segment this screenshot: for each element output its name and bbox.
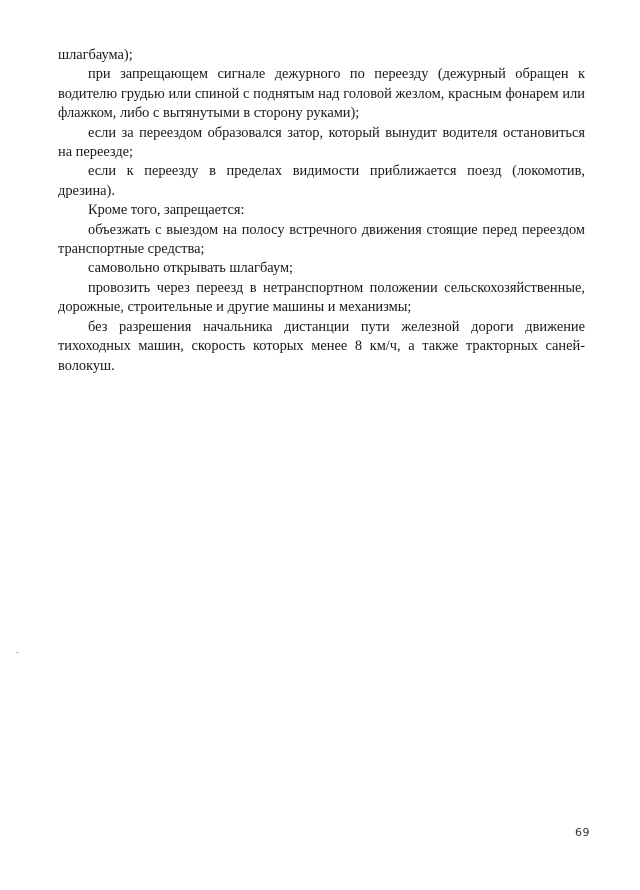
paragraph-prohibited-heading: Кроме того, запрещается: (88, 202, 245, 219)
paragraph-machinery: провозить через переезд в нетранспортном положении сельскохозяйственные, дорожные, строительные и другие машины и механизмы; (58, 279, 585, 316)
scan-speck (16, 652, 19, 653)
paragraph-train-approaching: если к переезду в пределах видимости приближается поезд (локомотив, дрезина). (58, 163, 585, 199)
paragraph-traffic-jam: если за переездом образовался затор, который вынудит водителя остановиться на переезде; (58, 124, 585, 161)
paragraph-signal: при запрещающем сигнале дежурного по переезду (дежурный обращен к водителю грудью или спиной с поднятым над головой жезлом, красным фонарем или флажком, либо с вытянутыми в сторону руками); (58, 66, 585, 122)
paragraph-overtaking: объезжать с выездом на полосу встречного движения стоящие перед переездом транспортные средства; (58, 221, 585, 258)
paragraph-continuation: шлагбаума); (58, 47, 133, 63)
paragraph-open-barrier: самовольно открывать шлагбаум; (88, 260, 294, 277)
document-page (58, 46, 585, 376)
paragraph-slow-vehicles: без разрешения начальника дистанции пути железной дороги движение тихоходных машин, скорость которых менее 8 км/ч, а также тракторных саней-волокуш. (58, 318, 585, 374)
page-number: 69 (575, 826, 590, 839)
